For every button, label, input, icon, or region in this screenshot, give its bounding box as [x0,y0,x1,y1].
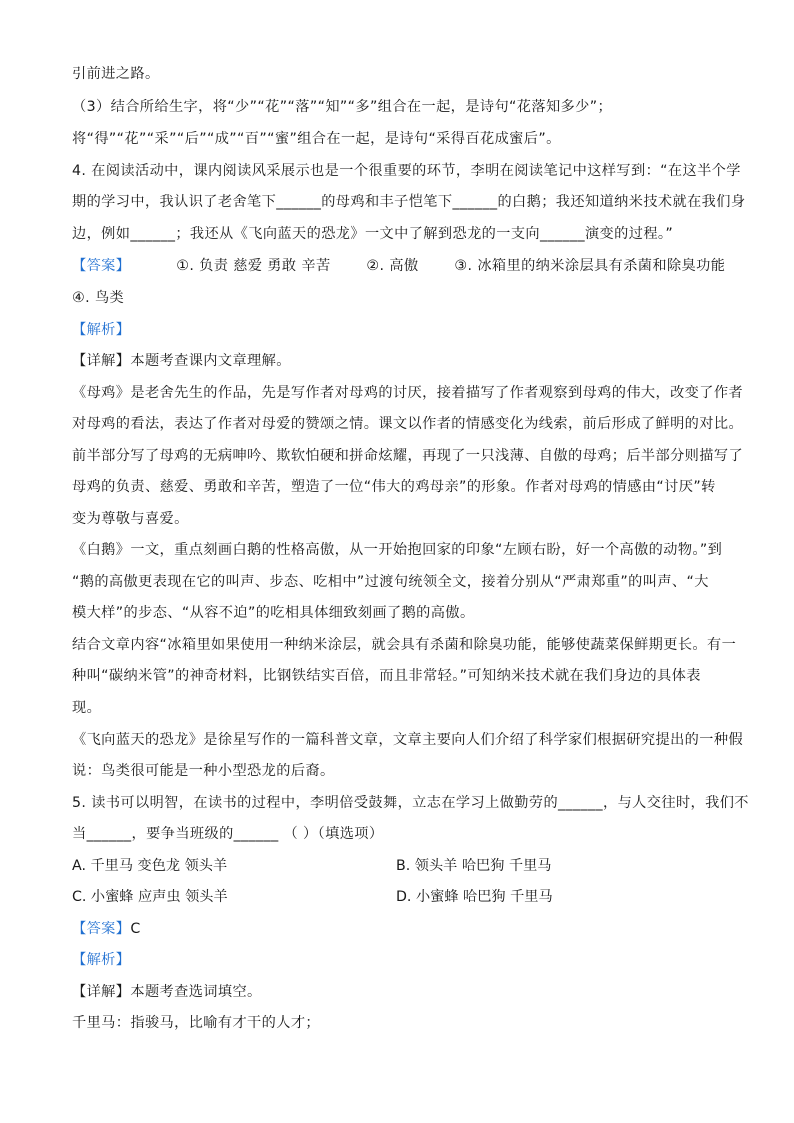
answer-item-2: ②. 高傲 [366,258,419,274]
option-b: B. 领头羊 哈巴狗 千里马 [396,858,552,874]
option-c: C. 小蜜蜂 应声虫 领头羊 [72,889,228,905]
answer-tag: 【答案】 [72,921,131,937]
answer-tag: 【答案】 [72,258,131,274]
detail-line: 前半部分写了母鸡的无病呻吟、欺软怕硬和拼命炫耀，再现了一只浅薄、自傲的母鸡；后半部分则描写了 [72,448,744,464]
text-line: 将“得”“花”“采”“后”“成”“百”“蜜”组合在一起，是诗句“采得百花成蜜后”。 [72,131,561,147]
detail-line: 《母鸡》是老舍先生的作品，先是写作者对母鸡的讨厌，接着描写了作者观察到母鸡的伟大，改变了作者 [72,385,744,401]
detail-line: 《白鹅》一文，重点刻画白鹅的性格高傲，从一开始抱回家的印象“左顾右盼，好一个高傲的动物。”到 [72,542,723,558]
detail-line: 变为尊敬与喜爱。 [72,511,189,527]
detail-line: 【详解】本题考查课内文章理解。 [72,353,291,369]
answer-value: C [130,921,141,937]
q4-answer-row [72,256,725,276]
detail-line: 《飞向蓝天的恐龙》是徐星写作的一篇科普文章，文章主要向人们介绍了科学家们根据研究提出的一种假 [72,732,744,748]
question-4-line: 边，例如______；我还从《飞向蓝天的恐龙》一文中了解到恐龙的一支向______演变的过程。” [72,226,674,242]
question-4-line: 4. 在阅读活动中，课内阅读风采展示也是一个很重要的环节，李明在阅读笔记中这样写到：“在这半个学 [72,163,741,179]
question-5-line: 当______，要争当班级的______ （ ）（填选项） [72,826,384,842]
detail-line: “鹅的高傲更表现在它的叫声、步态、吃相中”过渡句统领全文，接着分别从“严肃郑重”的叫声、“大 [72,574,709,590]
detail-line: 千里马：指骏马，比喻有才干的人才； [72,1015,320,1031]
answer-item-1: ①. 负责 慈爱 勇敢 辛苦 [176,258,331,274]
detail-line: 对母鸡的看法，表达了作者对母爱的赞颂之情。课文以作者的情感变化为线索，前后形成了鲜明的对比。 [72,416,744,432]
q5-answer-row [72,919,141,939]
answer-item-4: ④. 鸟类 [72,290,125,306]
option-d: D. 小蜜蜂 哈巴狗 千里马 [396,889,553,905]
detail-line: 说：鸟类很可能是一种小型恐龙的后裔。 [72,763,335,779]
answer-item-3: ③. 冰箱里的纳米涂层具有杀菌和除臭功能 [454,258,726,274]
text-line: 引前进之路。 [72,66,160,82]
detail-line: 结合文章内容“冰箱里如果使用一种纳米涂层，就会具有杀菌和除臭功能，能够使蔬菜保鲜期更长。有一 [72,637,737,653]
detail-line: 母鸡的负责、慈爱、勇敢和辛苦，塑造了一位“伟大的鸡母亲”的形象。作者对母鸡的情感由“讨厌”转 [72,479,716,495]
text-line: （3）结合所给生字，将“少”“花”“落”“知”“多”组合在一起，是诗句“花落知多少”； [72,99,613,115]
question-4-line: 期的学习中，我认识了老舍笔下______的母鸡和丰子恺笔下______的白鹅；我还知道纳米技术就在我们身 [72,194,746,210]
detail-line: 种叫“碳纳米管”的神奇材料，比钢铁结实百倍，而且非常轻。”可知纳米技术就在我们身边的具体表 [72,668,701,684]
question-5-line: 5. 读书可以明智，在读书的过程中，李明倍受鼓舞，立志在学习上做勤劳的______，与人交往时，我们不 [72,795,749,811]
detail-line: 现。 [72,700,102,716]
option-a: A. 千里马 变色龙 领头羊 [72,858,228,874]
detail-line: 【详解】本题考查选词填空。 [72,984,262,1000]
analysis-tag: 【解析】 [72,322,131,338]
analysis-tag: 【解析】 [72,952,131,968]
detail-line: 模大样”的步态、“从容不迫”的吃相具体细致刻画了鹅的高傲。 [72,605,475,621]
